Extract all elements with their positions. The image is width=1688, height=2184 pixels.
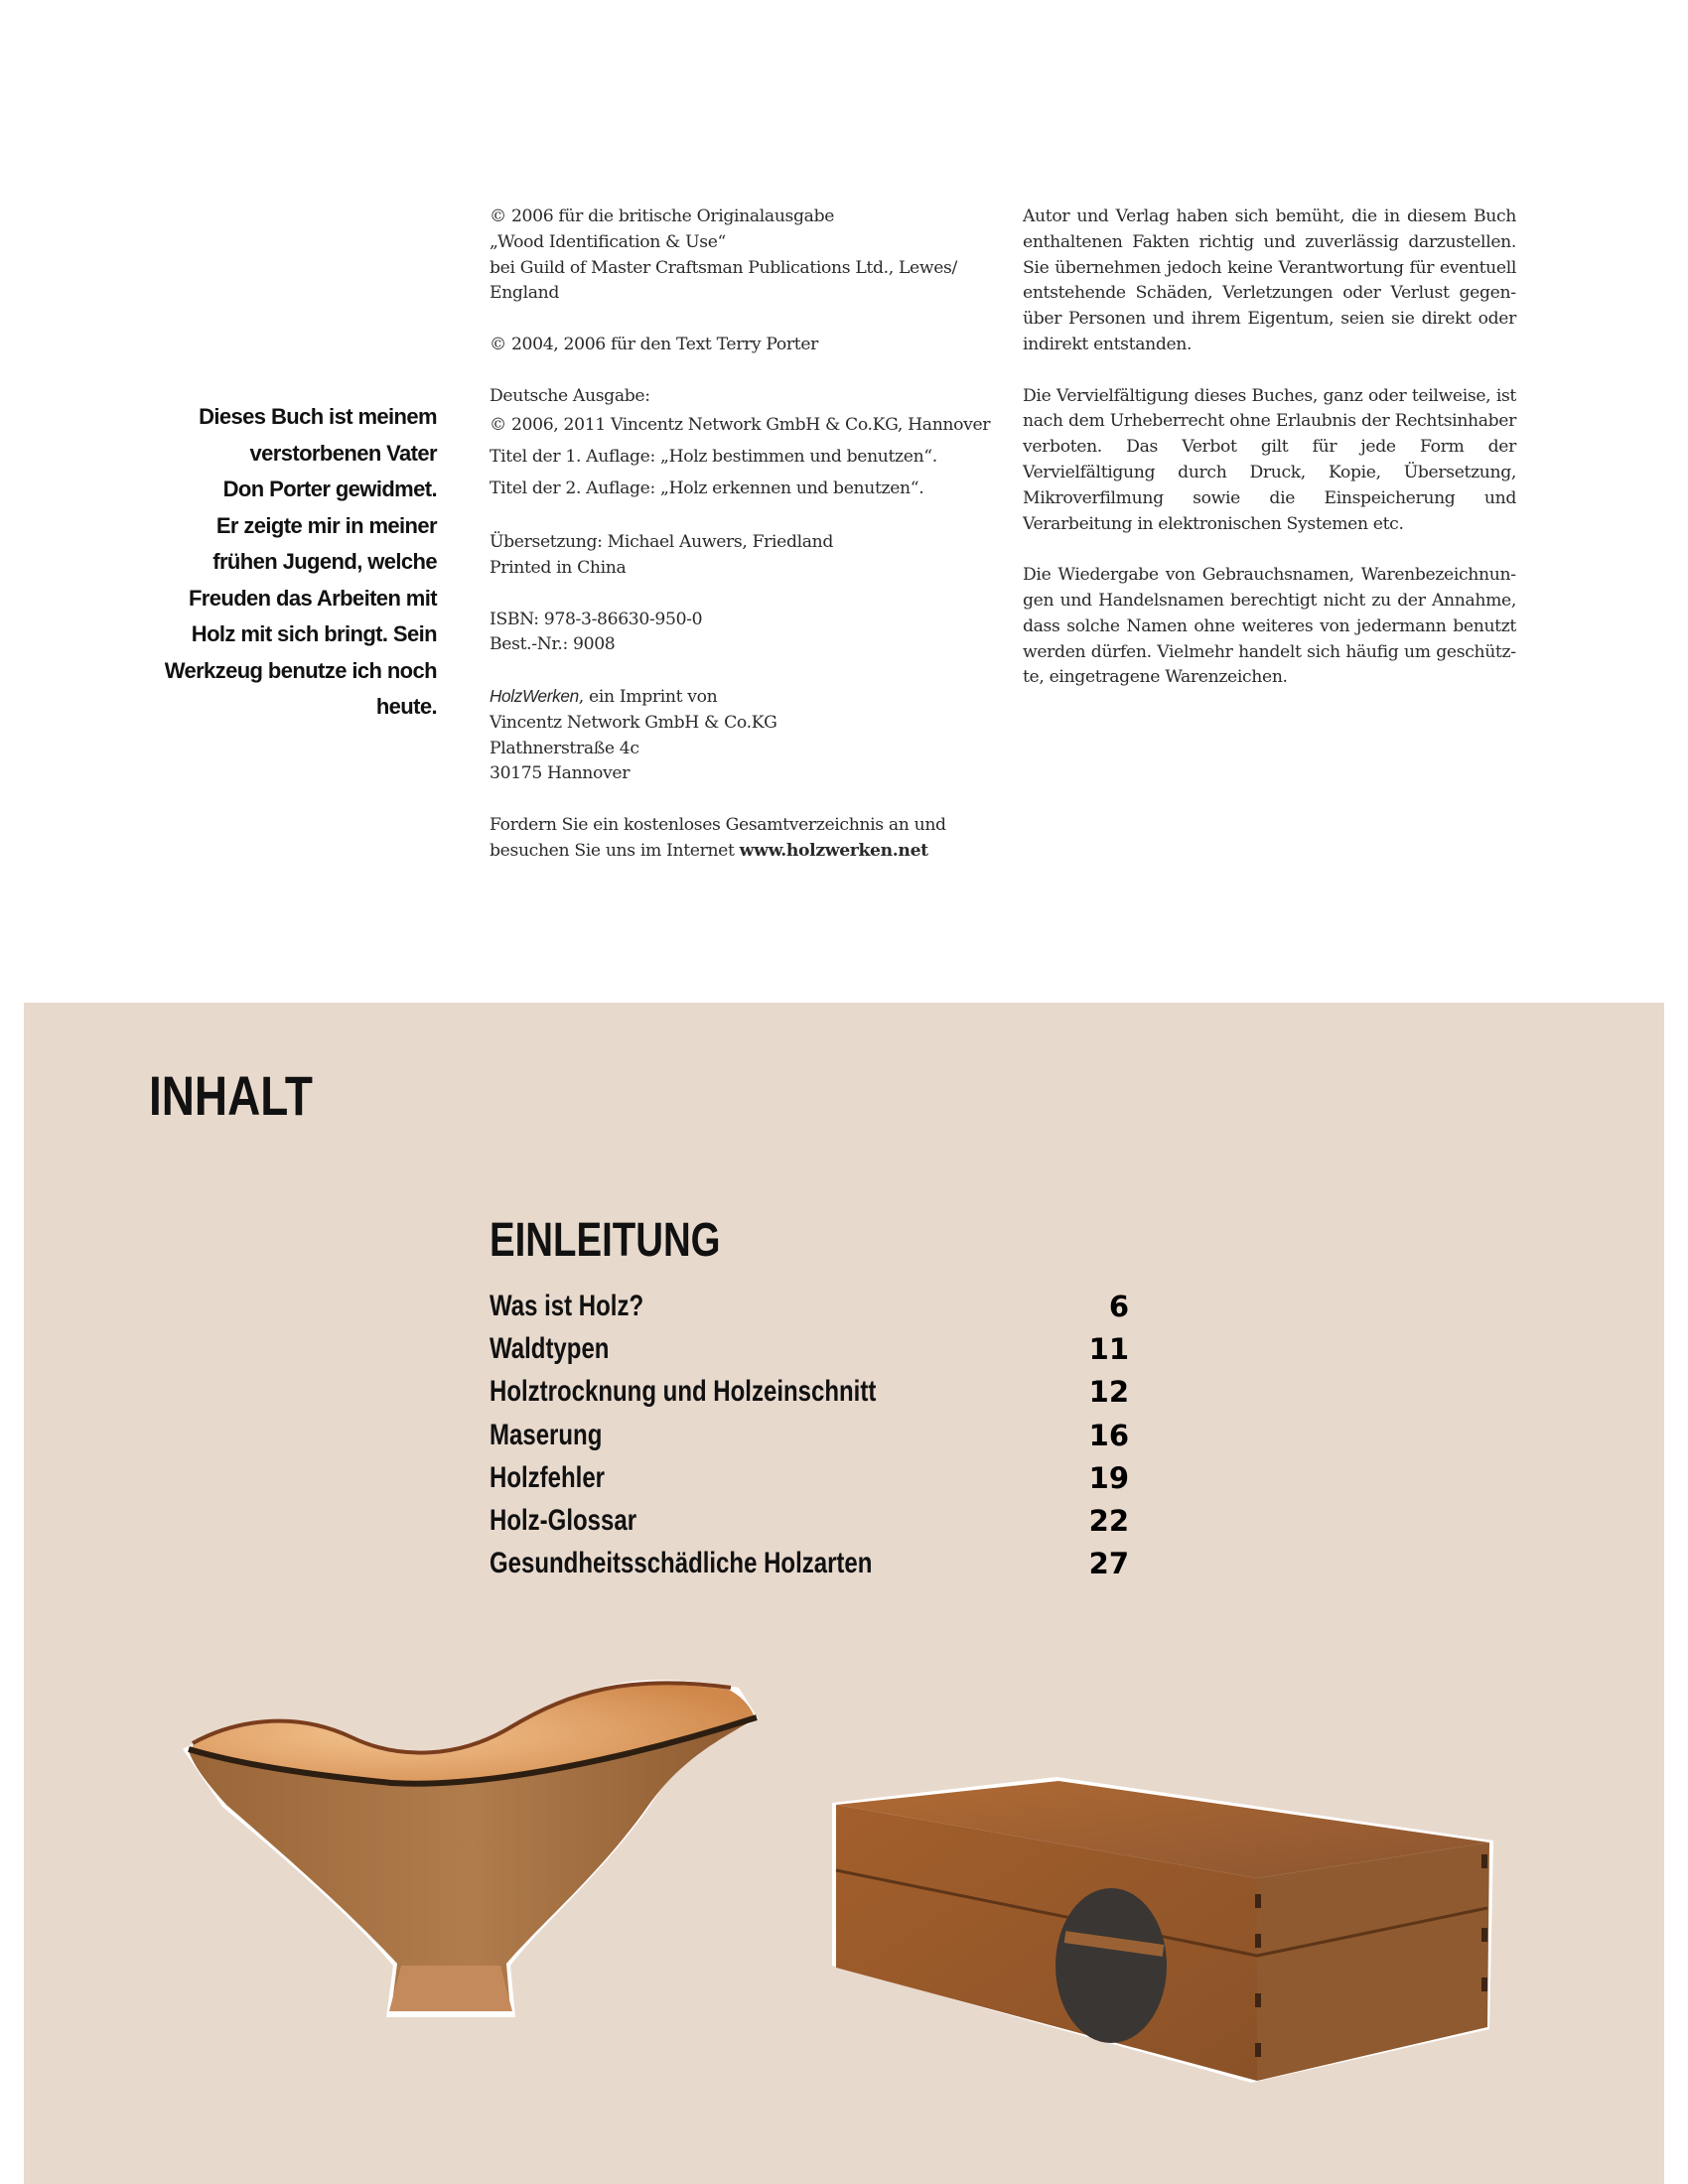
- toc-entry-page: 11: [1088, 1332, 1129, 1367]
- toc-entry[interactable]: [490, 1287, 1129, 1329]
- wooden-bowl-image: [163, 1668, 798, 2045]
- toc-entry[interactable]: [490, 1416, 1129, 1458]
- website-link[interactable]: www.holzwerken.net: [739, 840, 928, 861]
- second-edition-title: Titel der 2. Auflage: „Holz erkennen und benutzen“.: [490, 478, 924, 499]
- publisher-city: 30175 Hannover: [490, 763, 631, 784]
- publisher-name: Vincentz Network GmbH & Co.KG: [490, 712, 777, 733]
- toc-section-title: EINLEITUNG: [490, 1214, 721, 1267]
- dedication-line: frühen Jugend, welche: [212, 549, 437, 574]
- copyright-notice: Die Vervielfältigung dieses Buches, ganz oder teilweise, ist nach dem Urheberrecht ohne Erlaubnis der Rechtsinhaber verboten. Das Verbot gilt für jede Form der Vervielfältigung durch Druck, Kopie, Übersetzung, Mikroverfilmung sowie die Einspeicherung und Verarbeitung in elektronischen Systemen etc.: [1023, 385, 1516, 534]
- toc-entry-page: 12: [1088, 1375, 1129, 1410]
- original-publisher-country: England: [490, 283, 559, 304]
- dedication-line: Werkzeug benutze ich noch: [164, 657, 437, 683]
- toc-entry-page: 22: [1088, 1503, 1129, 1538]
- dedication: [129, 399, 437, 726]
- dedication-line: verstorbenen Vater: [249, 440, 437, 466]
- dedication-line: Dieses Buch ist meinem: [199, 404, 437, 429]
- trademark-notice: Die Wiedergabe von Gebrauchsnamen, Warenbezeichnungen und Handelsnamen berechtigt nicht zu der Annahme, dass solche Namen ohne weiteres von jedermann benutzt werden dürfen. Vielmehr handelt sich häufig um geschützte, eingetragene Warenzeichen.: [1023, 565, 1516, 688]
- original-publisher: bei Guild of Master Craftsman Publications Ltd., Lewes/: [490, 257, 957, 278]
- toc-entry[interactable]: [490, 1544, 1129, 1586]
- dedication-line: Freuden das Arbeiten mit: [188, 585, 437, 611]
- dedication-line: Er zeigte mir in meiner: [215, 512, 437, 538]
- legal-notice: [1023, 205, 1516, 717]
- order-number: Best.-Nr.: 9008: [490, 634, 616, 655]
- dedication-line: heute.: [375, 694, 437, 719]
- first-edition-title: Titel der 1. Auflage: „Holz bestimmen und benutzen“.: [490, 447, 937, 468]
- toc-entry[interactable]: [490, 1372, 1129, 1415]
- wooden-box-image: [818, 1759, 1513, 2087]
- toc-entry-label: Was ist Holz?: [490, 1290, 644, 1322]
- toc-entry-page: 16: [1088, 1418, 1129, 1452]
- toc-entry-page: 6: [1108, 1290, 1129, 1323]
- imprint-brand-line: [490, 684, 996, 711]
- imprint-column: [490, 205, 996, 865]
- translation-credit: Übersetzung: Michael Auwers, Friedland: [490, 532, 834, 553]
- toc-entry[interactable]: [490, 1501, 1129, 1544]
- toc-entry[interactable]: [490, 1458, 1129, 1501]
- original-copyright: © 2006 für die britische Originalausgabe: [490, 206, 835, 226]
- toc-entry-label: Maserung: [490, 1418, 603, 1451]
- dedication-line: Holz mit sich bringt. Sein: [191, 621, 437, 646]
- catalog-prefix: besuchen Sie uns im Internet: [490, 840, 740, 861]
- toc-panel: [24, 1003, 1664, 2184]
- liability-disclaimer: Autor und Verlag haben sich bemüht, die in diesem Buch enthaltenen Fakten richtig und zuverlässig darzustellen. Sie übernehmen jedoch keine Verantwortung für eventuell entstehende Schäden, Verletzungen oder Verlust gegenüber Personen und ihrem Eigentum, seien sie direkt oder indirekt entstanden.: [1023, 206, 1516, 354]
- german-copyright: © 2006, 2011 Vincentz Network GmbH & Co.KG, Hannover: [490, 415, 991, 436]
- toc-entry-label: Holzfehler: [490, 1460, 606, 1494]
- toc-entry-page: 19: [1088, 1460, 1129, 1495]
- publisher-street: Plathnerstraße 4c: [490, 738, 639, 758]
- toc-entry-label: Gesundheitsschädliche Holzarten: [490, 1547, 873, 1580]
- catalog-line-2: [490, 839, 996, 865]
- toc-entry-label: Holztrocknung und Holzeinschnitt: [490, 1375, 877, 1409]
- text-copyright: © 2004, 2006 für den Text Terry Porter: [490, 334, 819, 354]
- toc-list: [490, 1287, 1129, 1586]
- toc-entry-label: Waldtypen: [490, 1332, 610, 1366]
- toc-title: INHALT: [149, 1064, 313, 1127]
- toc-entry-label: Holz-Glossar: [490, 1503, 637, 1537]
- imprint-brand: HolzWerken: [490, 685, 579, 706]
- printed-in: Printed in China: [490, 557, 627, 578]
- imprint-suffix: , ein Imprint von: [578, 686, 718, 707]
- toc-entry-page: 27: [1088, 1547, 1129, 1581]
- catalog-line: Fordern Sie ein kostenloses Gesamtverzeichnis an und: [490, 814, 946, 835]
- dedication-line: Don Porter gewidmet.: [222, 477, 437, 501]
- toc-entry[interactable]: [490, 1329, 1129, 1372]
- isbn: ISBN: 978-3-86630-950-0: [490, 609, 703, 629]
- original-title: „Wood Identification & Use“: [490, 231, 726, 252]
- german-edition-label: Deutsche Ausgabe:: [490, 385, 650, 406]
